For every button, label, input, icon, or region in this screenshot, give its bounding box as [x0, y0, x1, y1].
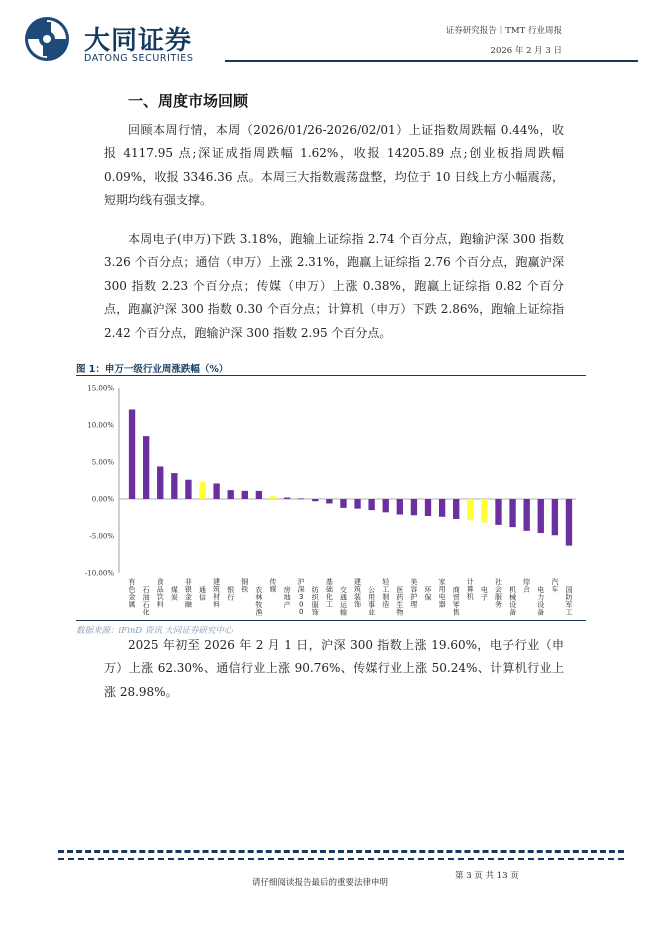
- page-number: 第 3 页 共 13 页: [455, 871, 519, 881]
- category-label: 家用电器: [438, 578, 446, 609]
- report-date: 2026 年 2 月 3 日: [490, 46, 562, 56]
- category-label: 交通运输: [339, 586, 347, 617]
- category-label: 纺织服饰: [311, 586, 319, 617]
- bar-15: [340, 499, 346, 508]
- y-tick-label: 5.00%: [91, 458, 114, 467]
- category-label: 轻工制造: [382, 578, 390, 609]
- category-label: 医药生物: [396, 586, 404, 617]
- bar-9: [256, 491, 262, 499]
- header-divider: [225, 60, 638, 62]
- category-label: 煤炭: [170, 586, 178, 602]
- sector-weekly-change-chart: [76, 376, 586, 620]
- y-tick-label: 0.00%: [91, 495, 114, 504]
- category-label: 传媒: [269, 578, 277, 594]
- category-label: 通信: [199, 586, 207, 602]
- category-label: 食品饮料: [156, 578, 164, 609]
- category-label: 建筑装饰: [354, 578, 362, 609]
- bar-22: [439, 499, 445, 517]
- bar-21: [425, 499, 431, 516]
- bar-18: [383, 499, 389, 512]
- category-label: 商贸零售: [452, 586, 460, 617]
- bar-24: [467, 499, 473, 520]
- category-label: 汽车: [551, 578, 559, 594]
- brand-logo-icon: [24, 16, 70, 62]
- y-tick-label: -5.00%: [89, 532, 114, 541]
- bar-6: [213, 483, 219, 499]
- bar-29: [538, 499, 544, 533]
- category-label: 建筑材料: [213, 578, 221, 609]
- category-label: 美容护理: [410, 578, 418, 609]
- category-label: 综合: [523, 578, 531, 594]
- bar-2: [157, 466, 163, 499]
- category-label: 电子: [480, 586, 488, 602]
- y-tick-label: 15.00%: [87, 384, 114, 393]
- bar-20: [411, 499, 417, 515]
- category-label: 房地产: [283, 586, 291, 609]
- bar-3: [171, 473, 177, 499]
- category-label: 农林牧渔: [255, 586, 263, 617]
- category-label: 石油石化: [142, 586, 150, 617]
- category-label: 社会服务: [494, 578, 502, 609]
- category-label: 银行: [227, 586, 235, 602]
- y-tick-label: -10.00%: [84, 569, 114, 578]
- bar-17: [368, 499, 374, 510]
- bar-8: [242, 491, 248, 499]
- section-title: 一、周度市场回顾: [128, 92, 249, 110]
- figure-source: 数据来源：iFinD 资讯 大同证券研究中心: [76, 626, 233, 636]
- figure-title: 图 1：申万一级行业周涨跌幅（%）: [76, 364, 229, 375]
- bar-7: [228, 490, 234, 499]
- bar-26: [495, 499, 501, 525]
- category-label: 计算机: [466, 578, 474, 601]
- bar-5: [199, 482, 205, 499]
- paragraph-ytd-performance: 2025 年初至 2026 年 2 月 1 日，沪深 300 指数上涨 19.60%，电子行业（申万）上涨 62.30%、通信行业上涨 90.76%、传媒行业上涨 50.24%、计算机行业上涨 28.98%。: [104, 638, 564, 699]
- bar-23: [453, 499, 459, 519]
- bar-30: [552, 499, 558, 535]
- bar-14: [326, 499, 332, 503]
- figure-bottom-rule: [76, 620, 586, 621]
- paragraph-sector-performance: 本周电子(申万)下跌 3.18%，跑输上证综指 2.74 个百分点，跑输沪深 300 指数 3.26 个百分点；通信（申万）上涨 2.31%，跑赢上证综指 2.76 个百分点，跑赢沪深 300 指数 2.23 个百分点；传媒（申万）上涨 0.38%，跑赢上证综指 0.82 个百分点，跑赢沪深 300 指数 0.30 个百分点；计算机（申万）下跌 2.86%，跑输上证综指 2.42 个百分点，跑输沪深 300 指数 2.95 个百分点。: [104, 232, 564, 340]
- bar-19: [397, 499, 403, 515]
- category-label: 钢铁: [241, 578, 249, 594]
- bar-27: [509, 499, 515, 527]
- category-label: 有色金属: [128, 578, 136, 609]
- category-label: 机械设备: [509, 586, 517, 617]
- category-label: 公用事业: [368, 586, 376, 617]
- category-label: 沪深 3 0 0: [297, 578, 305, 616]
- footer-divider-top: [58, 850, 624, 853]
- category-label: 基础化工: [325, 578, 333, 609]
- category-label: 国防军工: [565, 586, 573, 617]
- y-tick-label: 10.00%: [87, 421, 114, 430]
- brand-name-en: DATONG SECURITIES: [84, 53, 194, 64]
- bar-25: [481, 499, 487, 523]
- bar-10: [270, 496, 276, 499]
- bar-11: [284, 498, 290, 499]
- footer-disclaimer: 请仔细阅读报告最后的重要法律申明: [252, 878, 389, 888]
- bar-16: [354, 499, 360, 509]
- bar-12: [298, 498, 304, 499]
- category-label: 环保: [424, 586, 432, 602]
- bar-13: [312, 499, 318, 501]
- bar-1: [143, 436, 149, 499]
- bar-0: [129, 409, 135, 499]
- report-type: 证券研究报告｜TMT 行业周报: [445, 26, 562, 36]
- category-label: 非银金融: [184, 578, 192, 609]
- bar-4: [185, 480, 191, 499]
- footer-divider-bottom: [58, 858, 624, 860]
- bar-28: [524, 499, 530, 531]
- category-label: 电力设备: [537, 586, 545, 617]
- brand-name-cn: 大同证券: [84, 26, 193, 56]
- bar-31: [566, 499, 572, 546]
- paragraph-market-review: 回顾本周行情，本周（2026/01/26-2026/02/01）上证指数周跌幅 0.44%，收报 4117.95 点;深证成指周跌幅 1.62%，收报 14205.89 点;创业板指周跌幅 0.09%，收报 3346.36 点。本周三大指数震荡盘整，均位于 10 日线上方小幅震荡，短期均线有强支撑。: [104, 123, 564, 208]
